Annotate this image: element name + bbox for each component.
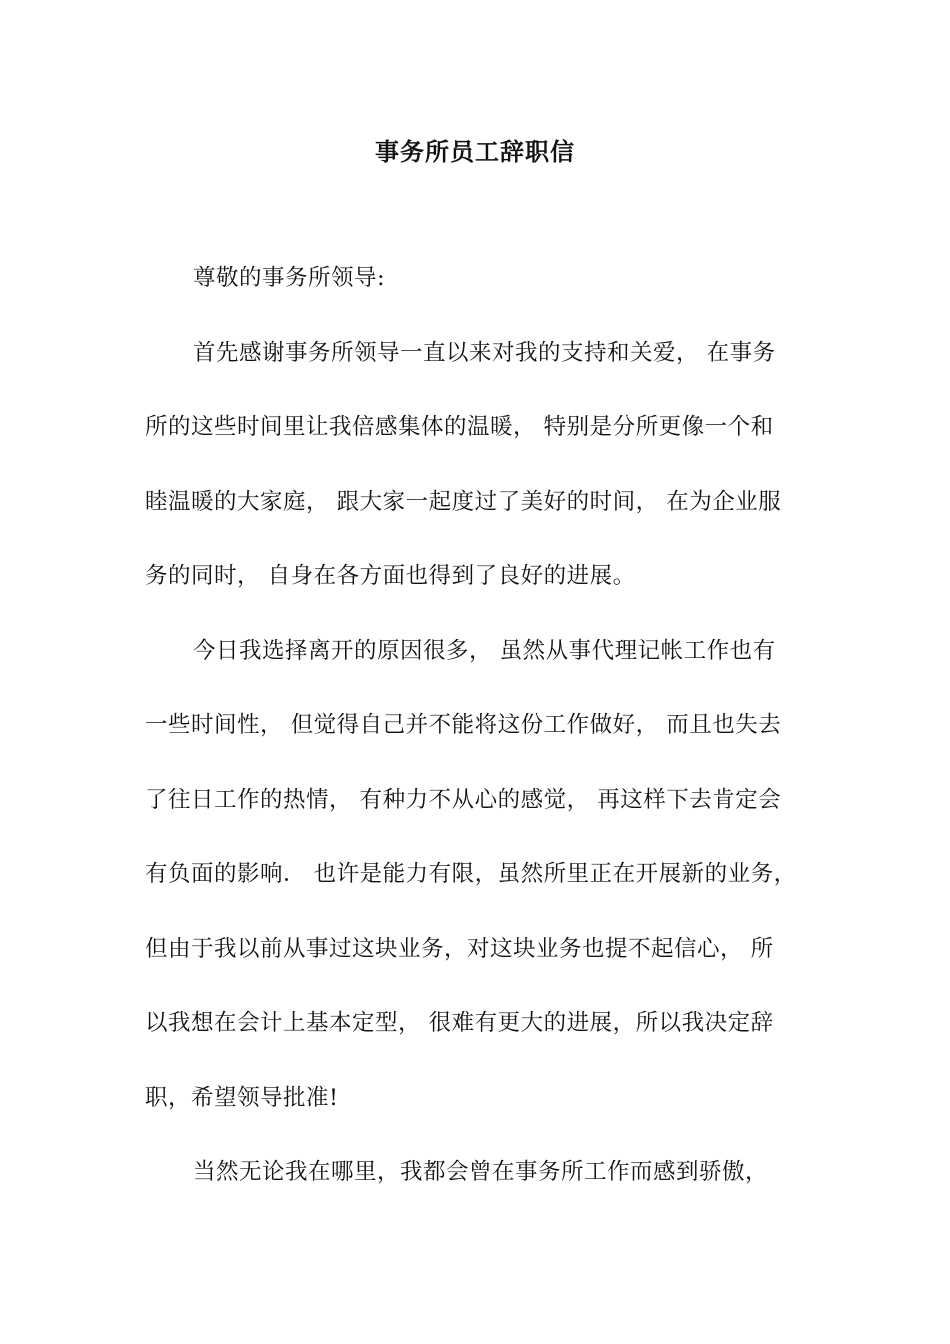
paragraph-line: 所的这些时间里让我倍感集体的温暖， 特别是分所更像一个和 [145, 414, 774, 440]
paragraph-line: 首先感谢事务所领导一直以来对我的支持和关爱， 在事务 [193, 339, 776, 366]
salutation: 尊敬的事务所领导: [193, 265, 386, 291]
paragraph-line: 了往日工作的热情， 有种力不从心的感觉， 再这样下去肯定会 [145, 786, 782, 813]
paragraph-line: 今日我选择离开的原因很多， 虽然从事代理记帐工作也有 [193, 637, 776, 664]
letter-body [145, 254, 825, 1223]
paragraph-line: 以我想在会计上基本定型， 很难有更大的进展，所以我决定辞 [145, 1010, 774, 1036]
paragraph-line: 一些时间性， 但觉得自己并不能将这份工作做好， 而且也失去 [145, 712, 782, 738]
paragraph-line: 有负面的影响． 也许是能力有限，虽然所里正在开展新的业务， [145, 861, 797, 887]
document-title: 事务所员工辞职信 [375, 137, 575, 166]
paragraph-line: 职，希望领导批准! [145, 1084, 339, 1111]
paragraph-line: 当然无论我在哪里，我都会曾在事务所工作而感到骄傲， [193, 1159, 769, 1185]
paragraph-line: 务的同时， 自身在各方面也得到了良好的进展。 [145, 563, 636, 589]
paragraph-line: 但由于我以前从事过这块业务，对这块业务也提不起信心， 所 [145, 935, 774, 962]
paragraph-line: 睦温暖的大家庭， 跟大家一起度过了美好的时间， 在为企业服 [145, 488, 782, 515]
